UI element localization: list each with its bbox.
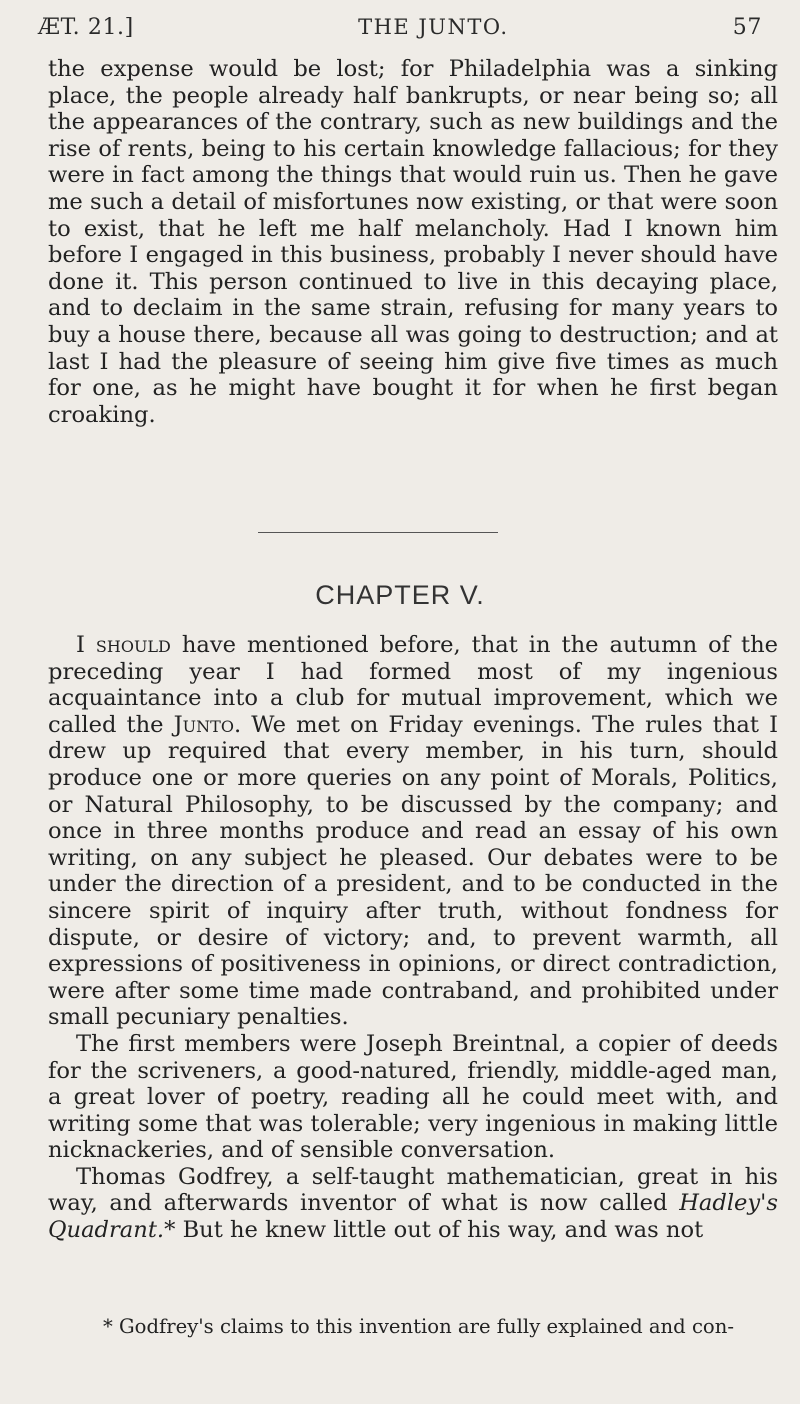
continued-paragraph: the expense would be lost; for Philadelphia was a sinking place, the people already half bankrupts, or near being so; all the appearances of the contrary, such as new buildings and the rise of rents, being to his certain knowledge fallacious; for they were in fact among the things that would ruin us. Then he gave me such a detail of misfortunes now existing, or that were soon to exist, that he left me half melancholy. Had I known him before I engaged in this business, probably I never should have done it. This person continued to live in this decaying place, and to declaim in the same strain, refusing for many years to buy a house there, because all was going to destruction; and at last I had the pleasure of seeing him give five times as much for one, as he might have bought it for when he first began croaking. xyxy=(48,56,778,428)
chapter-paragraph-1 xyxy=(48,632,778,1031)
quadrant-name: Hadley's Quadrant. xyxy=(48,1190,778,1244)
footnote-marker: * xyxy=(164,1217,176,1244)
chapter-paragraph-2: The first members were Joseph Breintnal, a copier of deeds for the scriveners, a good-natured, friendly, middle-aged man, a great lover of poetry, reading all he could meet with, and writing some that was tolerable; very ingenious in making little nicknackeries, and of sensible conversation. xyxy=(48,1030,778,1164)
running-head-age: ÆT. 21.] xyxy=(38,14,134,40)
footnote: * Godfrey's claims to this invention are fully explained and con- xyxy=(103,1315,734,1338)
paragraph-1-part-2: . We met on Friday evenings. The rules that I drew up required that every member, in his turn, should produce one or more queries on any point of Morals, Politics, or Natural Philosophy, to be discussed by the company; and once in three months produce and read an essay of his own writing, on any subject he pleased. Our debates were to be under the direction of a president, and to be conducted in the sincere spirit of inquiry after truth, without fondness for dispute, or desire of victory; and, to prevent warmth, all expressions of positiveness in opinions, or direct contradiction, were after some time made contraband, and prohibited under small pecuniary penalties. xyxy=(48,711,778,1031)
continued-text-block xyxy=(48,56,778,428)
chapter-text-block xyxy=(48,632,778,1244)
running-head-title: THE JUNTO. xyxy=(358,15,509,39)
chapter-heading: CHAPTER V. xyxy=(315,580,485,610)
page-number: 57 xyxy=(732,14,762,40)
section-divider xyxy=(258,532,498,533)
junto-name: Junto xyxy=(173,711,234,738)
running-head xyxy=(38,12,762,42)
paragraph-3-part-1: Thomas Godfrey, a self-taught mathematician, great in his way, and afterwards inventor of what is now called xyxy=(48,1163,778,1217)
paragraph-3-part-2: But he knew little out of his way, and was not xyxy=(175,1217,704,1244)
chapter-paragraph-3 xyxy=(48,1164,778,1244)
opening-letter: I xyxy=(76,632,85,658)
paragraph-1-part-1: have mentioned before, that in the autumn of the preceding year I had formed most of my ingenious acquaintance into a club for mutual improvement, which we called the xyxy=(48,632,779,738)
opening-smallcaps: should xyxy=(95,632,171,658)
